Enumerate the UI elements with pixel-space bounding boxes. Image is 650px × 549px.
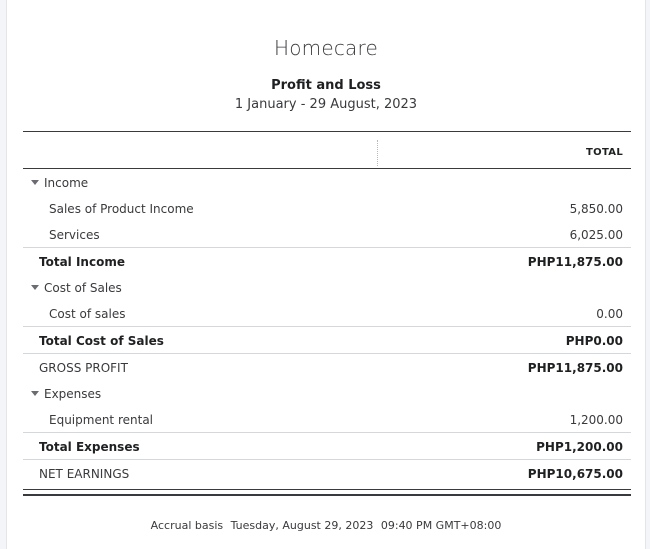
collapse-caret-icon[interactable] [31,391,39,396]
section-label: Income [44,176,89,190]
report-date: Tuesday, August 29, 2023 [230,519,374,532]
net-earnings-row [23,459,631,486]
table-header [23,131,631,169]
section-cost-of-sales[interactable] [23,274,631,300]
total-amount[interactable]: PHP1,200.00 [536,440,623,454]
collapse-caret-icon[interactable] [31,180,39,185]
account-label[interactable]: Services [49,228,100,242]
double-underline [23,489,631,496]
account-row[interactable] [23,195,631,221]
gross-profit-label: GROSS PROFIT [39,361,128,375]
account-row[interactable] [23,406,631,432]
account-label[interactable]: Sales of Product Income [49,202,194,216]
report-title: Profit and Loss [271,78,381,93]
section-income[interactable] [23,169,631,195]
account-amount[interactable]: 5,850.00 [569,202,623,216]
section-label: Expenses [44,387,102,401]
report-time: 09:40 PM GMT+08:00 [380,519,502,532]
report-footer [7,519,645,532]
total-expenses-row [23,432,631,459]
account-label[interactable]: Equipment rental [49,413,154,427]
account-amount[interactable]: 6,025.00 [569,228,623,242]
total-amount[interactable]: PHP0.00 [565,334,623,348]
total-income-row [23,247,631,274]
total-column-header[interactable]: TOTAL [586,147,623,158]
column-divider[interactable] [377,140,378,166]
net-earnings-label: NET EARNINGS [39,467,130,481]
section-expenses[interactable] [23,380,631,406]
collapse-caret-icon[interactable] [31,285,39,290]
report-page [6,0,646,549]
account-row[interactable] [23,300,631,326]
total-label: Total Cost of Sales [39,334,164,348]
gross-profit-amount[interactable]: PHP11,875.00 [527,361,623,375]
account-label[interactable]: Cost of sales [49,307,126,321]
account-amount[interactable]: 1,200.00 [569,413,623,427]
company-name: Homecare [273,36,378,60]
gross-profit-row [23,353,631,380]
total-amount[interactable]: PHP11,875.00 [527,255,623,269]
account-amount[interactable]: 0.00 [596,307,623,321]
report-table [23,131,631,496]
total-cost-of-sales-row [23,326,631,353]
net-earnings-amount[interactable]: PHP10,675.00 [527,467,623,481]
account-row[interactable] [23,221,631,247]
total-label: Total Income [39,255,125,269]
total-label: Total Expenses [39,440,140,454]
section-label: Cost of Sales [44,281,122,295]
report-period: 1 January - 29 August, 2023 [234,97,418,112]
accounting-basis: Accrual basis [150,519,224,532]
